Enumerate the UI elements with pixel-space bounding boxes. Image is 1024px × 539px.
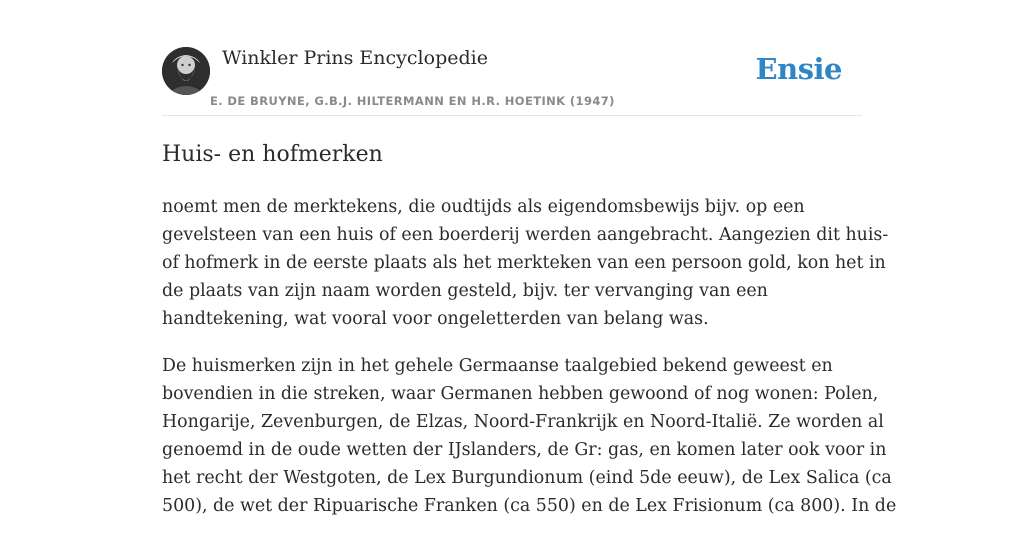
- text-line: noemt men de merktekens, die oudtijds als eigendomsbewijs bijv. op een: [162, 197, 805, 217]
- text-line: of hofmerk in de eerste plaats als het merkteken van een persoon gold, kon het in: [162, 253, 886, 273]
- text-line: De huismerken zijn in het gehele Germaanse taalgebied bekend geweest en: [162, 356, 833, 376]
- site-header: [162, 40, 862, 116]
- text-line: genoemd in de oude wetten der IJslanders, de Gr: gas, en komen later ook voor in: [162, 440, 887, 460]
- text-line: 500), de wet der Ripuarische Franken (ca 550) en de Lex Frisionum (ca 800). In de: [162, 496, 897, 516]
- article-body: [162, 193, 897, 539]
- site-title[interactable]: Winkler Prins Encyclopedie: [222, 47, 488, 69]
- article-title: Huis- en hofmerken: [162, 142, 383, 167]
- ensie-logo[interactable]: Ensie: [755, 52, 842, 86]
- text-line: bovendien in die streken, waar Germanen hebben gewoond of nog wonen: Polen,: [162, 384, 879, 404]
- text-line: Hongarije, Zevenburgen, de Elzas, Noord-Frankrijk en Noord-Italië. Ze worden al: [162, 412, 884, 432]
- text-line: gevelsteen van een huis of een boerderij werden aangebracht. Aangezien dit huis-: [162, 225, 889, 245]
- author-avatar[interactable]: [162, 47, 210, 95]
- text-line: de plaats van zijn naam worden gesteld, bijv. ter vervanging van een: [162, 281, 768, 301]
- portrait-icon: [162, 47, 210, 95]
- paragraph: [162, 193, 889, 333]
- paragraph: [162, 352, 897, 520]
- text-line: het recht der Westgoten, de Lex Burgundionum (eind 5de eeuw), de Lex Salica (ca: [162, 468, 892, 488]
- text-line: handtekening, wat vooral voor ongeletterden van belang was.: [162, 309, 709, 329]
- authors-line: E. DE BRUYNE, G.B.J. HILTERMANN EN H.R. HOETINK (1947): [210, 94, 615, 108]
